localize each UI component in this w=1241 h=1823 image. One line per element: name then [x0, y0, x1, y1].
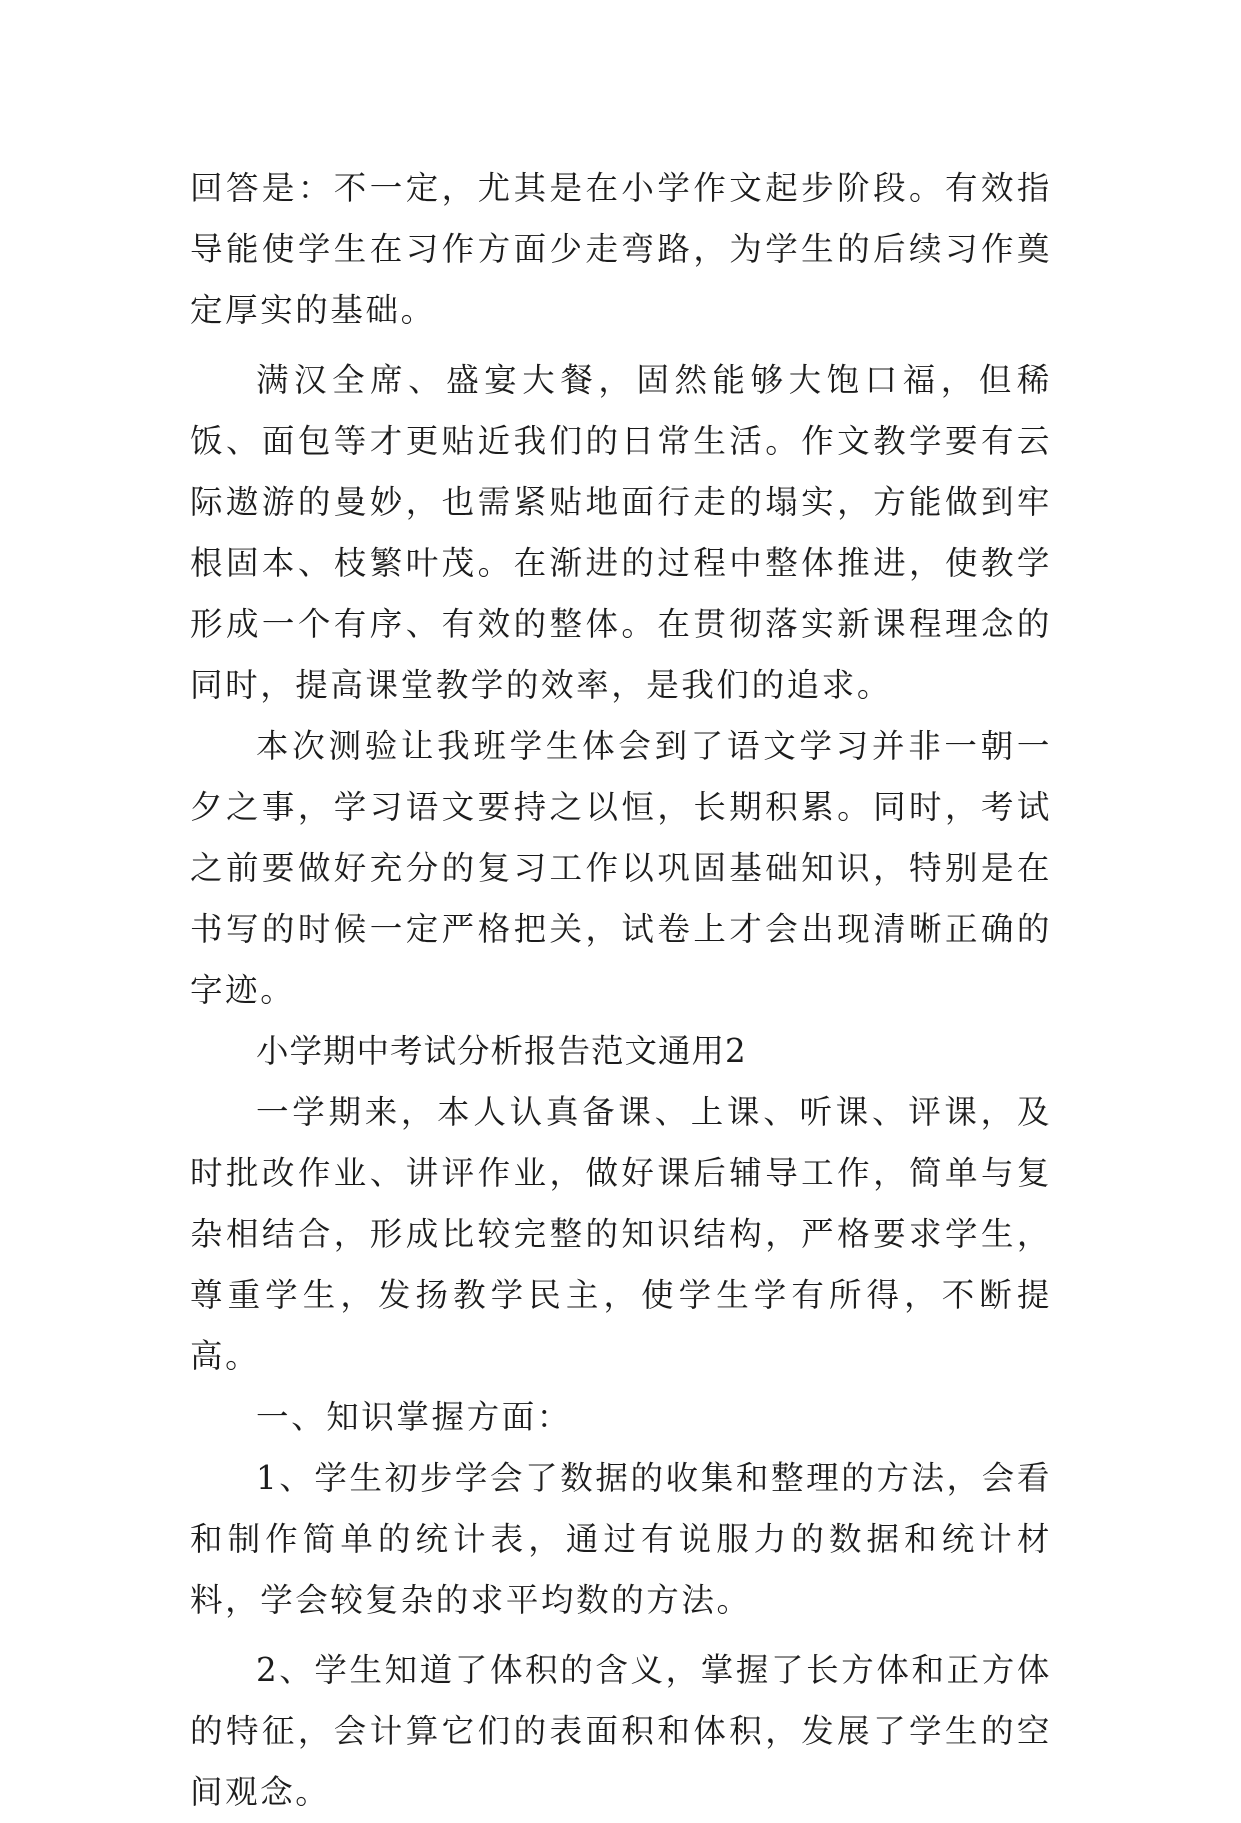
list-item-volume: 2、学生知道了体积的含义，掌握了长方体和正方体的特征，会计算它们的表面积和体积，发展了学生的空间观念。 — [190, 1651, 1052, 1811]
paragraph-semester-summary: 一学期来，本人认真备课、上课、听课、评课，及时批改作业、讲评作业，做好课后辅导工作，简单与复杂相结合，形成比较完整的知识结构，严格要求学生，尊重学生，发扬教学民主，使学生学有所得，不断提高。 — [190, 1093, 1052, 1375]
section-title: 小学期中考试分析报告范文通用2 — [256, 1032, 747, 1070]
paragraph-writing-teaching: 满汉全席、盛宴大餐，固然能够大饱口福，但稀饭、面包等才更贴近我们的日常生活。作文教学要有云际遨游的曼妙，也需紧贴地面行走的塌实，方能做到牢根固本、枝繁叶茂。在渐进的过程中整体推进，使教学形成一个有序、有效的整体。在贯彻落实新课程理念的同时，提高课堂教学的效率，是我们的追求。 — [190, 361, 1052, 704]
document-body — [190, 158, 1052, 1823]
paragraph-answer-intro: 回答是：不一定，尤其是在小学作文起步阶段。有效指导能使学生在习作方面少走弯路，为学生的后续习作奠定厚实的基础。 — [190, 169, 1052, 329]
subheading-knowledge: 一、知识掌握方面： — [256, 1398, 572, 1436]
paragraph-test-reflection: 本次测验让我班学生体会到了语文学习并非一朝一夕之事，学习语文要持之以恒，长期积累。同时，考试之前要做好充分的复习工作以巩固基础知识，特别是在书写的时候一定严格把关，试卷上才会出现清晰正确的字迹。 — [190, 727, 1052, 1009]
list-item-statistics: 1、学生初步学会了数据的收集和整理的方法，会看和制作简单的统计表，通过有说服力的数据和统计材料，学会较复杂的求平均数的方法。 — [190, 1459, 1052, 1619]
